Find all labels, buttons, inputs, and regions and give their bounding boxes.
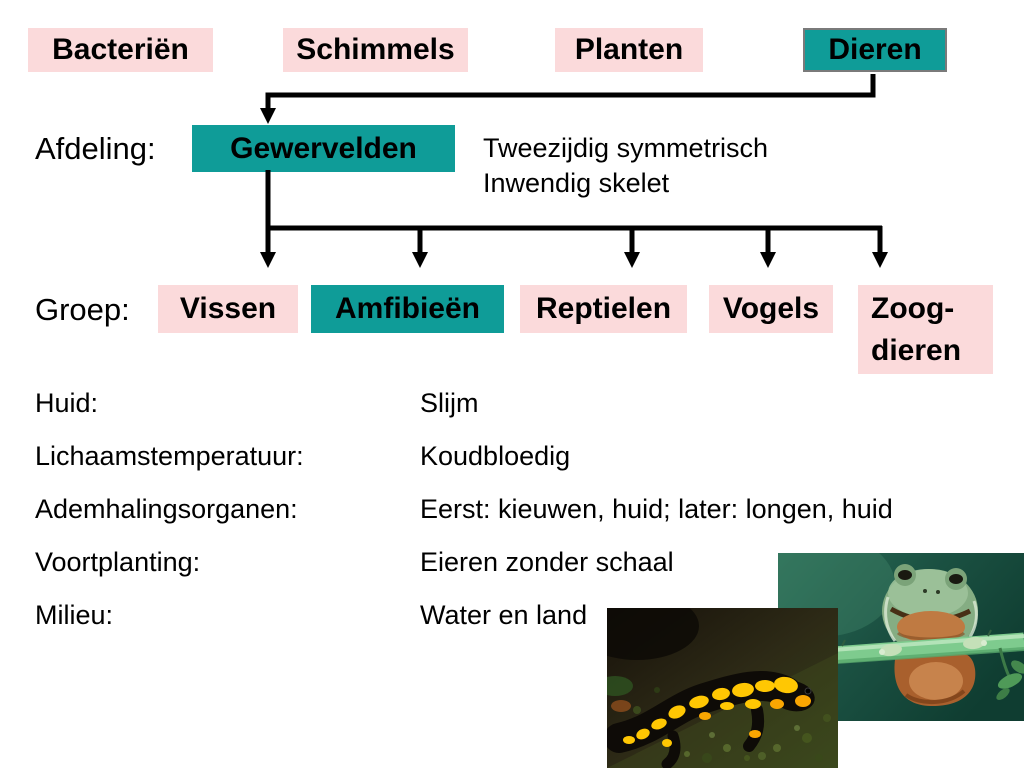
- groep-box-reptielen: Reptielen: [520, 285, 687, 333]
- kingdom-box-bacterien: Bacteriën: [28, 28, 213, 72]
- fire-salamander-photo: [607, 608, 838, 768]
- attribute-label: Ademhalingsorganen:: [35, 494, 298, 524]
- attribute-row-ademhalingsorganen: [35, 494, 893, 547]
- attribute-row-huid: [35, 388, 893, 441]
- afdeling-note: [483, 131, 768, 201]
- afdeling-note-line-2: Inwendig skelet: [483, 168, 670, 198]
- attribute-value: Eerst: kieuwen, huid; later: longen, huid: [420, 494, 893, 524]
- attribute-value: Eieren zonder schaal: [420, 547, 674, 577]
- attribute-row-voortplanting: [35, 547, 893, 600]
- afdeling-box-gewervelden: Gewervelden: [192, 125, 455, 172]
- kingdom-box-schimmels: Schimmels: [283, 28, 468, 72]
- attribute-label: Milieu:: [35, 600, 114, 630]
- kingdom-box-planten: Planten: [555, 28, 703, 72]
- zoogdieren-line-1: Zoog-: [871, 292, 955, 325]
- kingdom-box-dieren: Dieren: [803, 28, 947, 72]
- attribute-value: Water en land: [420, 600, 588, 630]
- afdeling-row-label: Afdeling:: [35, 131, 156, 166]
- attribute-row-lichaamstemperatuur: [35, 441, 893, 494]
- groep-box-vogels: Vogels: [709, 285, 833, 333]
- groep-row-label: Groep:: [35, 292, 130, 327]
- attribute-label: Voortplanting:: [35, 547, 201, 577]
- attribute-label: Lichaamstemperatuur:: [35, 441, 304, 471]
- attribute-value: Koudbloedig: [420, 441, 571, 471]
- groep-box-amfibieen: Amfibieën: [311, 285, 504, 333]
- afdeling-note-line-1: Tweezijdig symmetrisch: [483, 133, 769, 163]
- zoogdieren-line-2: dieren: [871, 334, 962, 367]
- groep-box-zoogdieren: [858, 285, 993, 374]
- groep-box-vissen: Vissen: [158, 285, 298, 333]
- attribute-value: Slijm: [420, 388, 479, 418]
- attribute-label: Huid:: [35, 388, 99, 418]
